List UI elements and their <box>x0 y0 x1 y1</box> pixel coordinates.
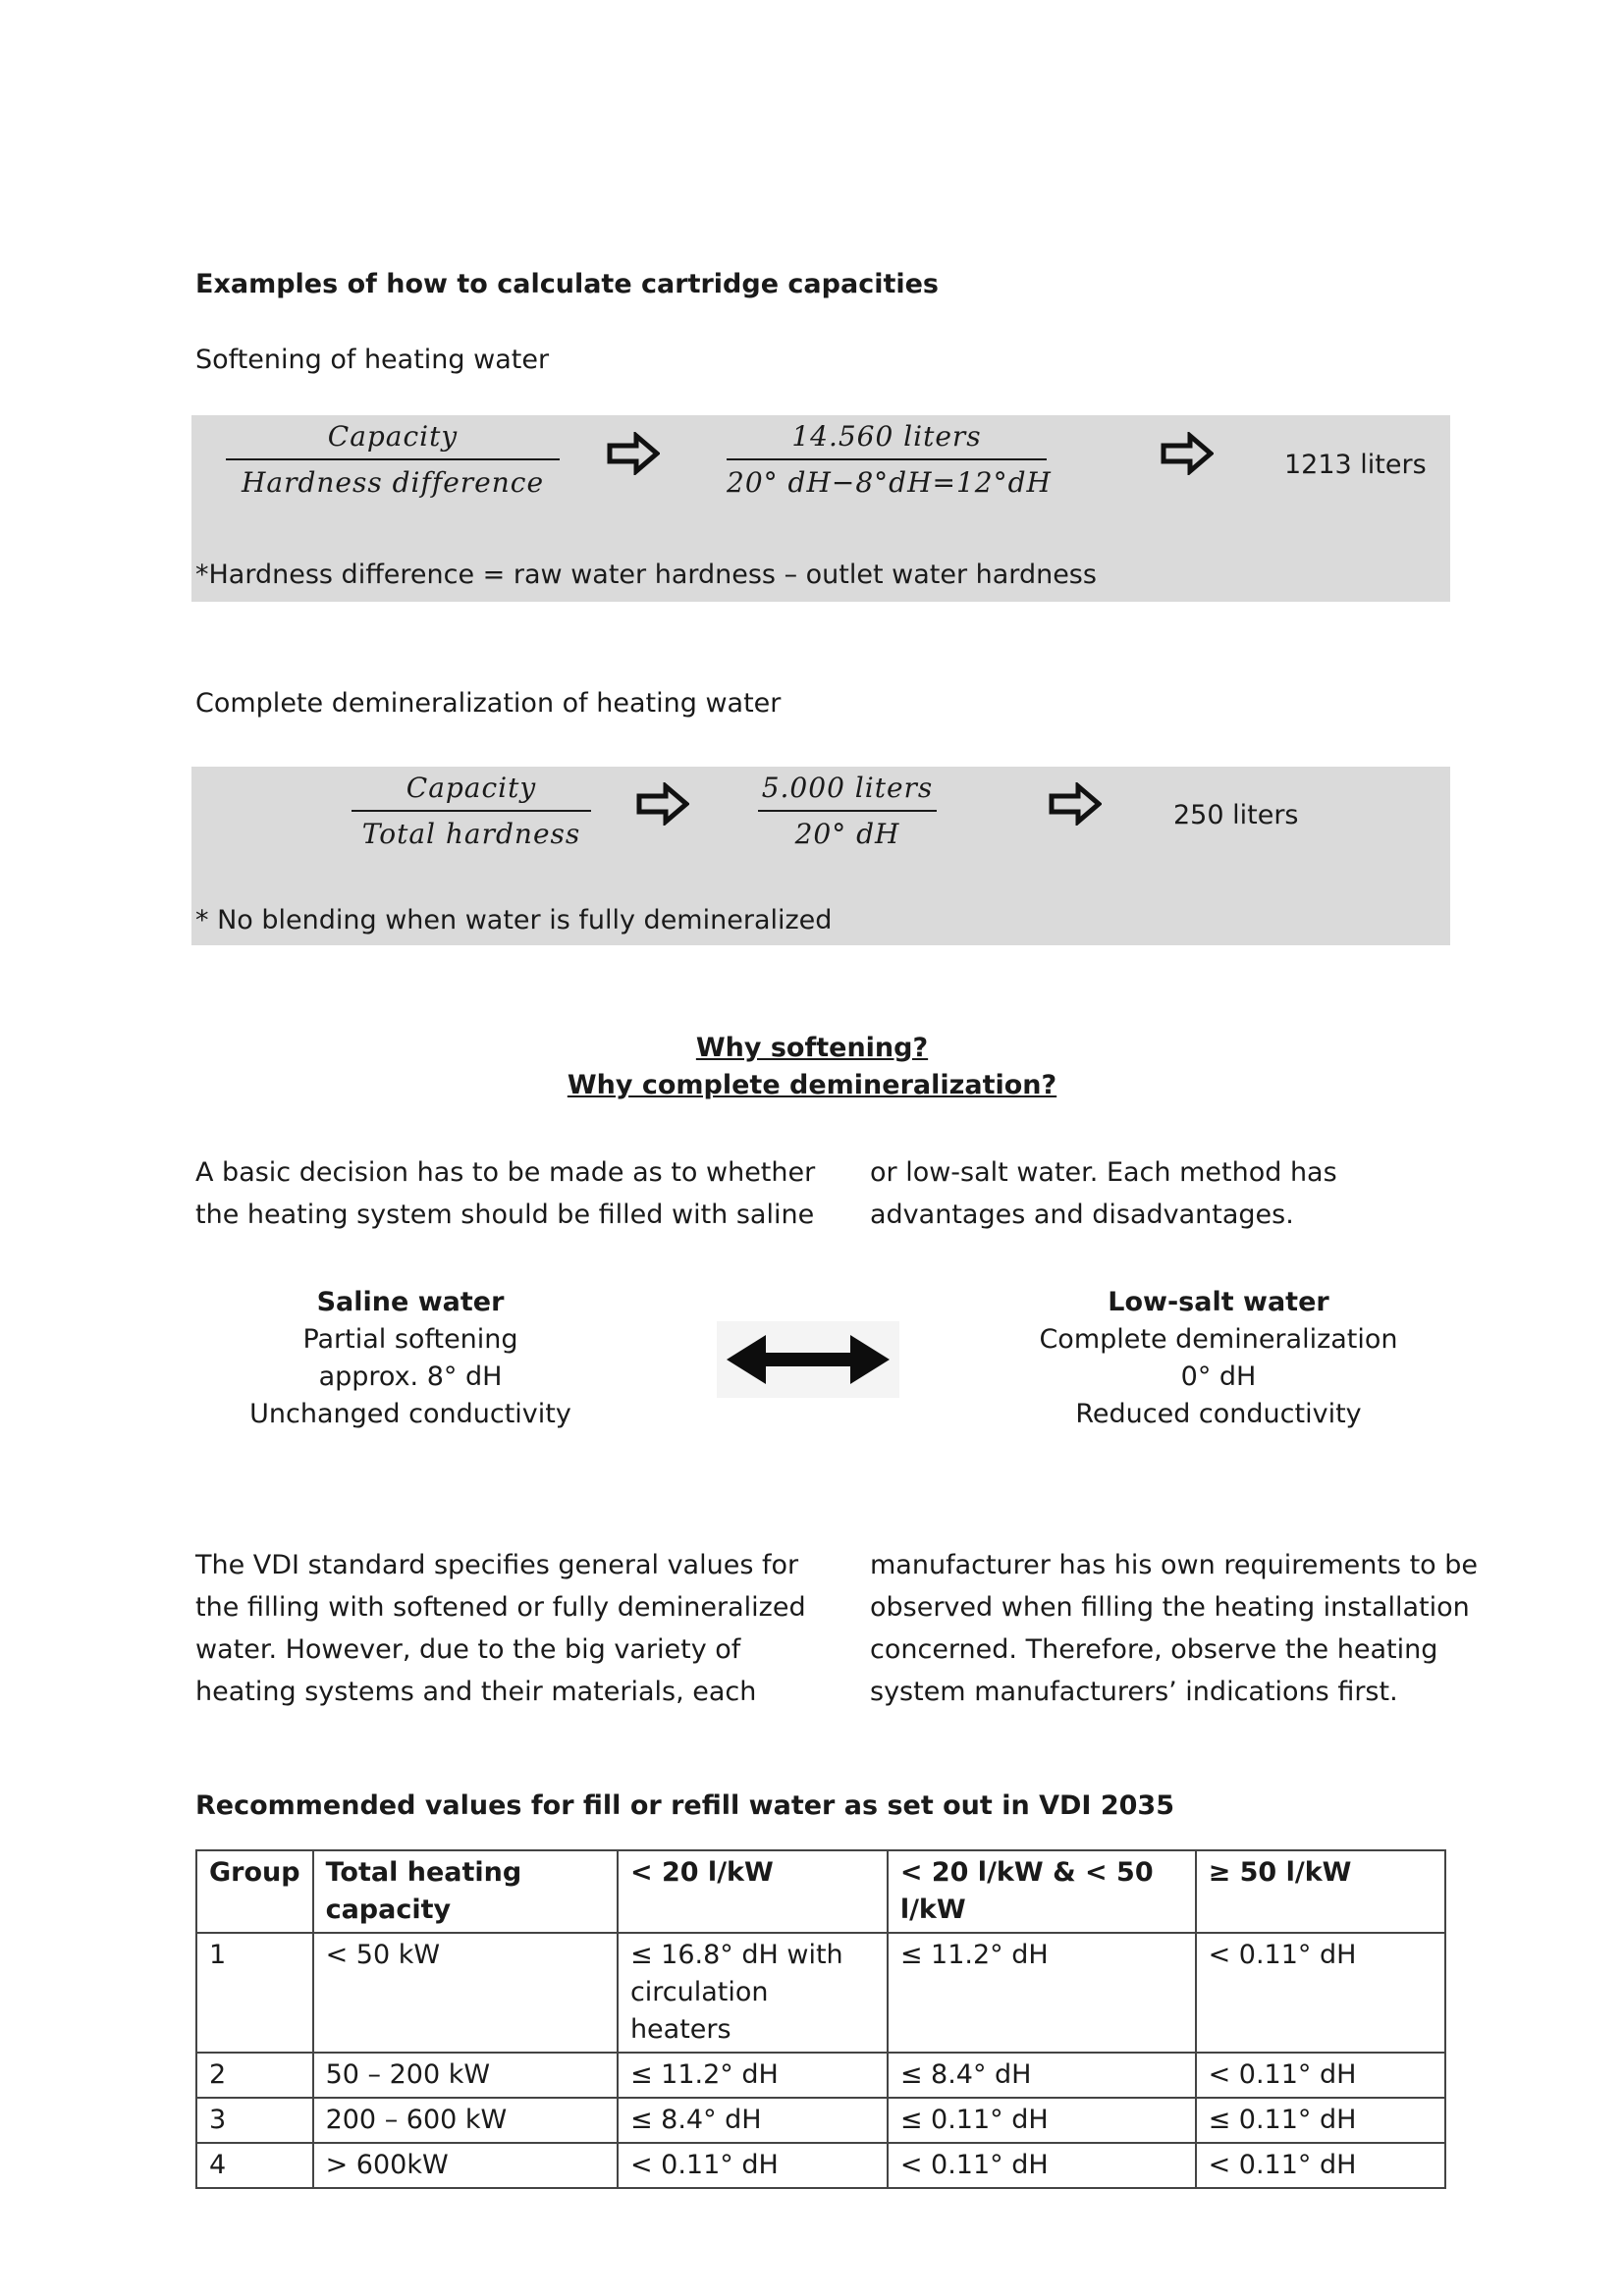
softening-label: Softening of heating water <box>195 345 550 375</box>
table-cell: ≤ 11.2° dH <box>618 2053 888 2098</box>
table-header-cell: < 20 l/kW & < 50 l/kW <box>888 1850 1196 1933</box>
text-line: the heating system should be filled with saline <box>195 1200 815 1230</box>
table-header-row <box>196 1850 1445 1933</box>
low-salt-water-title: Low-salt water <box>1108 1287 1329 1317</box>
saline-water-block <box>214 1284 607 1433</box>
table-cell: < 0.11° dH <box>618 2143 888 2188</box>
table-cell: ≤ 0.11° dH <box>888 2098 1196 2143</box>
text-line: A basic decision has to be made as to whether <box>195 1157 816 1188</box>
table-cell: ≤ 16.8° dH with circulation heaters <box>618 1933 888 2053</box>
table-cell: ≤ 8.4° dH <box>618 2098 888 2143</box>
saline-line: Unchanged conductivity <box>249 1399 571 1429</box>
formula-denominator: Total hardness <box>361 818 581 850</box>
table-cell: < 0.11° dH <box>1196 1933 1445 2053</box>
low-salt-water-block <box>1022 1284 1415 1433</box>
demineralization-formula <box>352 772 591 850</box>
text-line: heating systems and their materials, each <box>195 1677 757 1707</box>
saline-line: Partial softening <box>302 1324 518 1355</box>
text-line: concerned. Therefore, observe the heating <box>870 1634 1438 1665</box>
why-softening-heading: Why softening? <box>695 1033 929 1063</box>
table-cell: 1 <box>196 1933 313 2053</box>
table-cell: ≤ 8.4° dH <box>888 2053 1196 2098</box>
table-cell: > 600kW <box>313 2143 618 2188</box>
table-header-cell: < 20 l/kW <box>618 1850 888 1933</box>
formula-numerator: Capacity <box>352 772 591 812</box>
low-salt-line: Reduced conductivity <box>1075 1399 1362 1429</box>
arrow-right-icon <box>636 782 689 826</box>
softening-result: 1213 liters <box>1284 450 1427 480</box>
formula-numerator: Capacity <box>226 420 560 460</box>
page-heading: Examples of how to calculate cartridge capacities <box>195 269 940 299</box>
vdi-text-right-column <box>870 1544 1557 1713</box>
text-line: The VDI standard specifies general values for <box>195 1550 799 1580</box>
table-row <box>196 2143 1445 2188</box>
softening-note: *Hardness difference = raw water hardness – outlet water hardness <box>195 560 1097 590</box>
text-line: manufacturer has his own requirements to be <box>870 1550 1479 1580</box>
table-cell: < 50 kW <box>313 1933 618 2053</box>
text-line: water. However, due to the big variety of <box>195 1634 741 1665</box>
vdi-values-table <box>195 1849 1446 2189</box>
vdi-text-left-column <box>195 1544 843 1713</box>
double-arrow-icon <box>717 1321 899 1398</box>
demineralization-example <box>758 772 937 850</box>
example-numerator: 5.000 liters <box>758 772 937 812</box>
saline-water-title: Saline water <box>316 1287 505 1317</box>
text-line: or low-salt water. Each method has <box>870 1157 1337 1188</box>
demineralization-result: 250 liters <box>1173 800 1299 830</box>
table-cell: < 0.11° dH <box>1196 2053 1445 2098</box>
table-title: Recommended values for fill or refill water as set out in VDI 2035 <box>195 1790 1174 1821</box>
text-line: system manufacturers’ indications first. <box>870 1677 1398 1707</box>
intro-right-column <box>870 1151 1459 1236</box>
formula-denominator: Hardness difference <box>241 466 545 499</box>
table-cell: < 0.11° dH <box>888 2143 1196 2188</box>
arrow-right-icon <box>1049 782 1102 826</box>
saline-line: approx. 8° dH <box>318 1362 503 1392</box>
softening-formula <box>226 420 560 499</box>
table-header-cell: ≥ 50 l/kW <box>1196 1850 1445 1933</box>
demineralization-note: * No blending when water is fully demineralized <box>195 905 833 935</box>
low-salt-line: 0° dH <box>1180 1362 1257 1392</box>
table-header-cell: Total heating capacity <box>313 1850 618 1933</box>
arrow-right-icon <box>1161 432 1214 475</box>
arrow-right-icon <box>607 432 660 475</box>
table-row <box>196 1933 1445 2053</box>
table-cell: 3 <box>196 2098 313 2143</box>
intro-left-column <box>195 1151 824 1236</box>
table-row <box>196 2098 1445 2143</box>
low-salt-line: Complete demineralization <box>1039 1324 1398 1355</box>
softening-example <box>727 420 1052 499</box>
table-cell: 50 – 200 kW <box>313 2053 618 2098</box>
example-denominator: 20° dH <box>794 818 900 850</box>
demineralization-label: Complete demineralization of heating water <box>195 688 782 719</box>
table-cell: 200 – 600 kW <box>313 2098 618 2143</box>
text-line: advantages and disadvantages. <box>870 1200 1294 1230</box>
text-line: observed when filling the heating installation <box>870 1592 1470 1623</box>
table-row <box>196 2053 1445 2098</box>
table-cell: < 0.11° dH <box>1196 2143 1445 2188</box>
table-cell: 4 <box>196 2143 313 2188</box>
example-denominator: 20° dH−8°dH=12°dH <box>727 466 1052 499</box>
table-cell: ≤ 11.2° dH <box>888 1933 1196 2053</box>
text-line: the filling with softened or fully demineralized <box>195 1592 806 1623</box>
table-header-cell: Group <box>196 1850 313 1933</box>
why-demineralization-heading: Why complete demineralization? <box>567 1070 1057 1100</box>
table-cell: 2 <box>196 2053 313 2098</box>
table-cell: ≤ 0.11° dH <box>1196 2098 1445 2143</box>
example-numerator: 14.560 liters <box>727 420 1047 460</box>
